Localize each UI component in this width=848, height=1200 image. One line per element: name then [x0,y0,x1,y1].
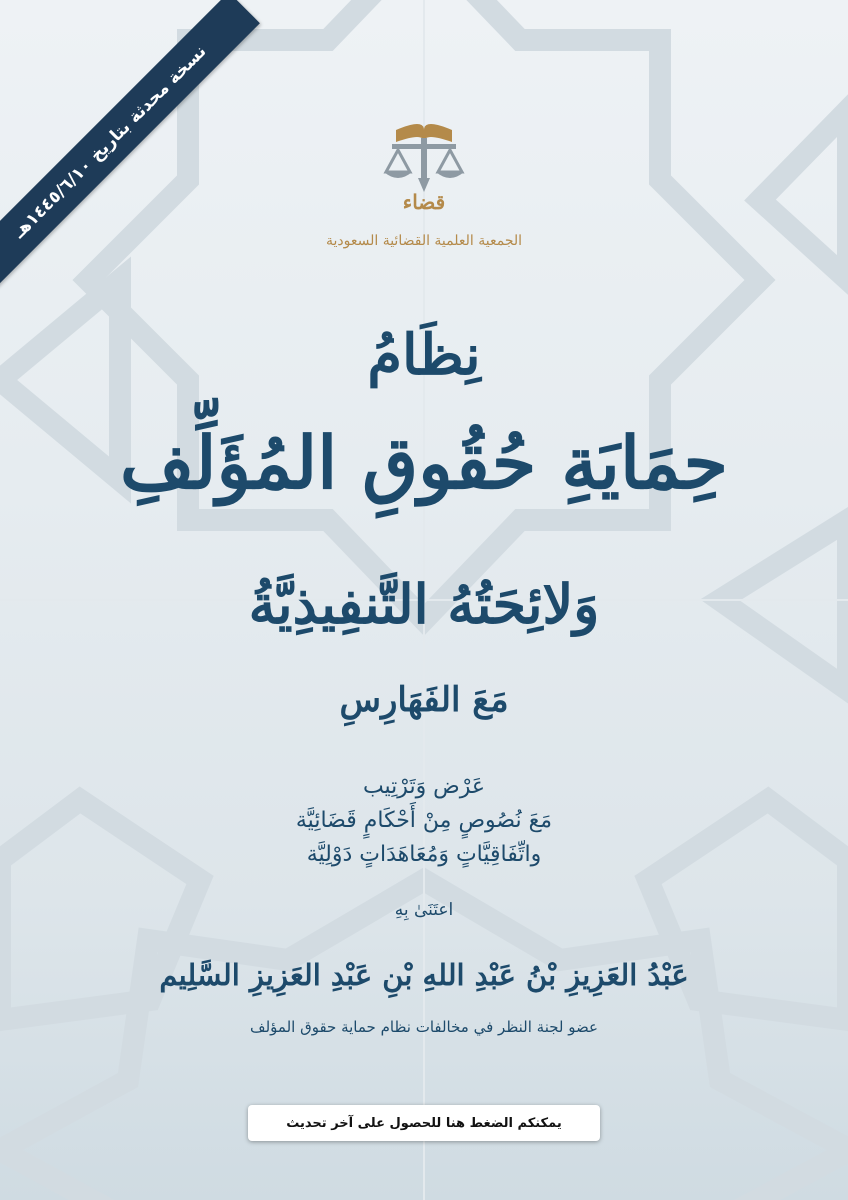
title-line-4: مَعَ الفَهَارِسِ [339,680,509,720]
title-line-3: وَلائِحَتُهُ التَّنفِيذِيَّةُ [248,572,600,636]
author-name: عَبْدُ العَزِيزِ بْنُ عَبْدِ اللهِ بْنِ عَبْدِ العَزِيزِ السَّلِيم [159,958,689,992]
update-date-ribbon: نسخة محدثة بتاريخ ١٤٤٥/٦/١٠هـ [0,0,260,292]
title-line-1: نِظَامُ [367,322,481,388]
latest-update-link-button[interactable]: يمكنكم الضغط هنا للحصول على آخر تحديث [248,1105,600,1141]
logo-wordmark: قضاء [402,190,446,214]
author-role: عضو لجنة النظر في مخالفات نظام حماية حقوق المؤلف [250,1018,598,1036]
title-line-2: حِمَايَةِ حُقُوقِ المُؤَلِّفِ [119,420,729,505]
subtitle-line-2: مَعَ نُصُوصٍ مِنْ أَحْكَامٍ قَضَائِيَّة [295,808,553,833]
subtitle-line-3: واتِّفَاقِيَّاتٍ وَمُعَاهَدَاتٍ دَوْلِيَّة [306,842,542,867]
logo-subtitle: الجمعية العلمية القضائية السعودية [325,233,523,249]
cared-by-label: اعتَنَىٰ بِهِ [394,900,454,920]
subtitle-line-1: عَرْض وَتَرْتِيب [362,774,486,799]
